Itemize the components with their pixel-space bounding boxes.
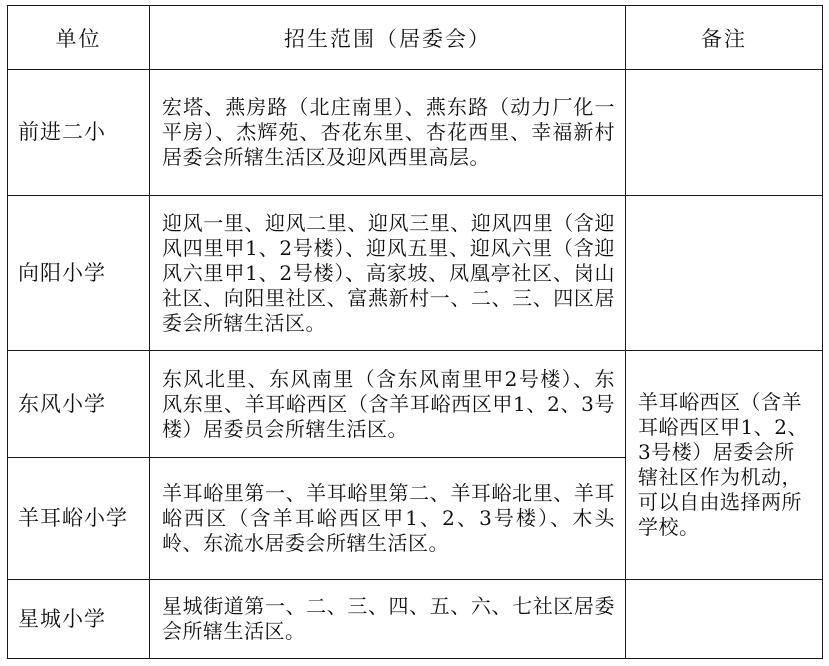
unit-cell: 星城小学 bbox=[8, 580, 150, 659]
header-note: 备注 bbox=[626, 6, 823, 70]
enrollment-table bbox=[7, 5, 823, 659]
note-cell-empty bbox=[626, 196, 823, 351]
table-header-row bbox=[8, 6, 823, 70]
unit-cell: 东风小学 bbox=[8, 351, 150, 458]
table-row bbox=[8, 351, 823, 458]
unit-cell: 羊耳峪小学 bbox=[8, 458, 150, 580]
range-cell: 宏塔、燕房路（北庄南里）、燕东路（动力厂化一平房）、杰辉苑、杏花东里、杏花西里、幸福新村居委会所辖生活区及迎风西里高层。 bbox=[150, 70, 626, 196]
note-cell-empty bbox=[626, 580, 823, 659]
unit-cell: 向阳小学 bbox=[8, 196, 150, 351]
header-range: 招生范围（居委会） bbox=[150, 6, 626, 70]
merged-note-cell: 羊耳峪西区（含羊耳峪西区甲1、2、3号楼）居委会所辖社区作为机动，可以自由选择两所学校。 bbox=[626, 351, 823, 580]
header-unit: 单位 bbox=[8, 6, 150, 70]
table-row bbox=[8, 196, 823, 351]
range-cell: 羊耳峪里第一、羊耳峪里第二、羊耳峪北里、羊耳峪西区（含羊耳峪西区甲1、2、3号楼）、木头岭、东流水居委会所辖生活区。 bbox=[150, 458, 626, 580]
unit-cell: 前进二小 bbox=[8, 70, 150, 196]
note-cell-empty bbox=[626, 70, 823, 196]
range-cell: 东风北里、东风南里（含东风南里甲2号楼）、东风东里、羊耳峪西区（含羊耳峪西区甲1、2、3号楼）居委员会所辖生活区。 bbox=[150, 351, 626, 458]
range-cell: 迎风一里、迎风二里、迎风三里、迎风四里（含迎风四里甲1、2号楼）、迎风五里、迎风六里（含迎风六里甲1、2号楼）、高家坡、凤凰亭社区、岗山社区、向阳里社区、富燕新村一、二、三、四区居委会所辖生活区。 bbox=[150, 196, 626, 351]
range-cell: 星城街道第一、二、三、四、五、六、七社区居委会所辖生活区。 bbox=[150, 580, 626, 659]
table-row bbox=[8, 70, 823, 196]
table-row bbox=[8, 580, 823, 659]
